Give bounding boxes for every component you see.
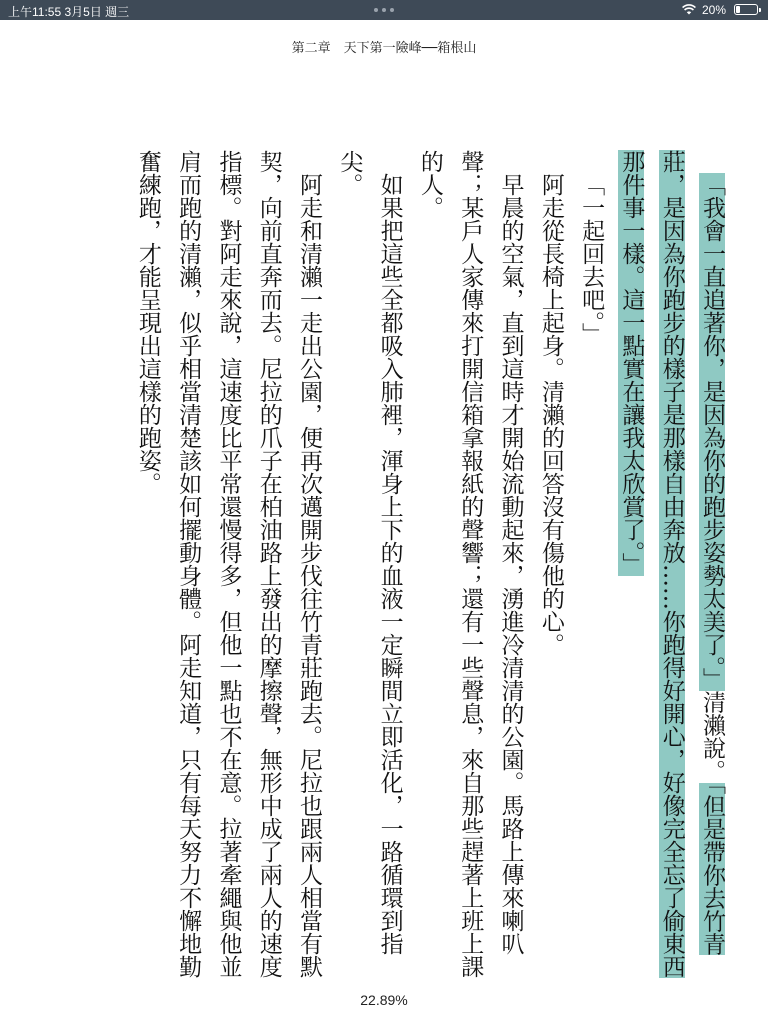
paragraph xyxy=(571,150,611,980)
book-text xyxy=(128,150,732,980)
text-segment: 阿走和清瀨一走出公園，便再次邁開步伐往竹青莊跑去。尼拉也跟兩人相當有默契，向前直奔而去。尼拉的爪子在柏油路上發出的摩擦聲，無形中成了兩人的速度指標。對阿走來說，這速度比平常還慢得多，但他一點也不在意。拉著牽繩與他並肩而跑的清瀨，似乎相當清楚該如何擺動身體。阿走知道，只有每天努力不懈地勤奮練跑，才能呈現出這樣的跑姿。 xyxy=(134,150,323,978)
battery-fill xyxy=(736,6,740,13)
status-bar xyxy=(0,0,768,20)
paragraph xyxy=(329,150,410,980)
text-segment: 如果把這些全都吸入肺裡，渾身上下的血液一定瞬間立即活化，一路循環到指尖。 xyxy=(336,150,403,955)
text-segment: 「一起回去吧。」 xyxy=(578,173,605,346)
battery-icon xyxy=(734,4,758,15)
highlighted-text[interactable]: 「我會一直追著你，是因為你的跑步姿勢太美了。」 xyxy=(699,173,725,691)
highlighted-text[interactable]: 「但是帶你去竹青莊，是因為你跑步的樣子是那樣自由奔放……你跑得好開心，好像完全忘了偷東西那件事一樣。這一點實在讓我太欣賞了。」 xyxy=(618,150,725,978)
status-time: 上午11:55 3月5日 週三 xyxy=(8,5,130,19)
reader-page[interactable] xyxy=(72,150,732,980)
more-dots-icon[interactable] xyxy=(372,8,396,12)
battery-percent: 20% xyxy=(701,3,726,17)
text-segment: 阿走從長椅上起身。清瀨的回答沒有傷他的心。 xyxy=(537,173,564,656)
status-right xyxy=(658,3,758,17)
text-segment: 早晨的空氣，直到這時才開始流動起來，湧進冷清清的公園。馬路上傳來喇叭聲；某戶人家傳來打開信箱拿報紙的聲響；還有一些聲息，來自那些趕著上班上課的人。 xyxy=(416,150,524,978)
paragraph xyxy=(128,150,329,980)
chapter-title: 第二章 天下第一險峰──箱根山 xyxy=(291,41,477,56)
paragraph xyxy=(611,150,732,980)
wifi-icon xyxy=(682,4,696,15)
text-segment: 清瀨說。 xyxy=(699,690,725,783)
paragraph xyxy=(410,150,531,980)
paragraph xyxy=(531,150,571,980)
reading-progress: 22.89% xyxy=(360,992,408,1008)
